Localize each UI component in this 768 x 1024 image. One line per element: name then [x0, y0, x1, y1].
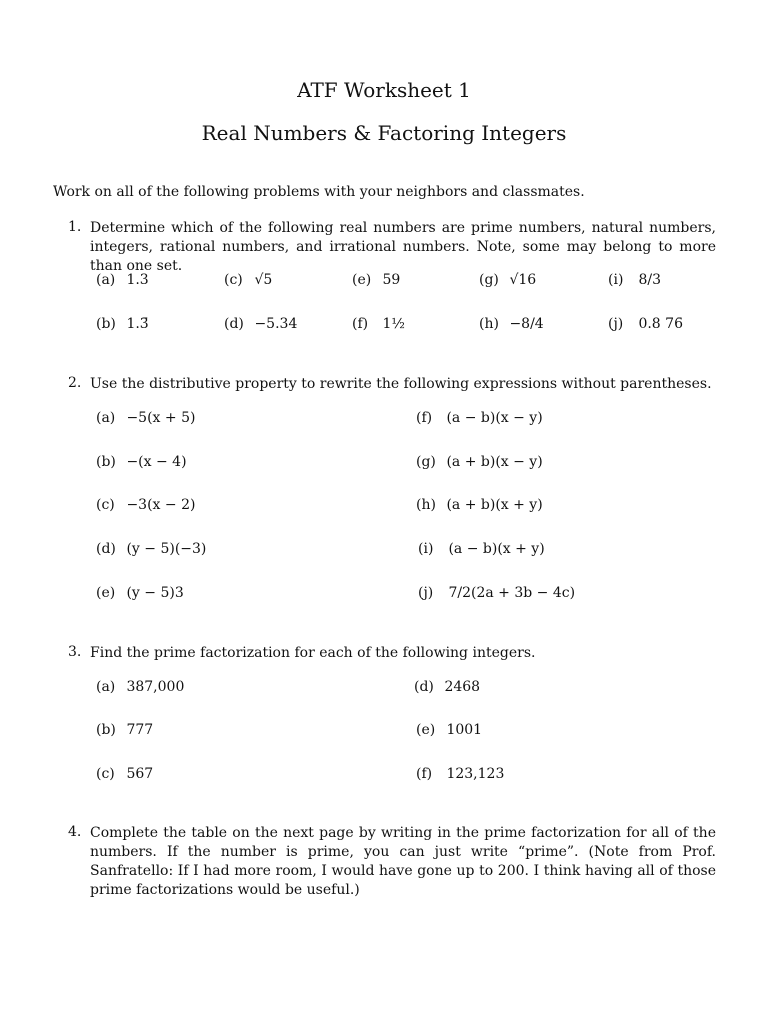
item-value: −3(x − 2) [126, 497, 196, 513]
item-label: (e) [352, 272, 372, 288]
p2-item-a [96, 410, 195, 426]
item-label: (b) [96, 316, 116, 332]
item-value: −5(x + 5) [126, 410, 196, 426]
p1-item-a [96, 272, 149, 288]
p2-item-b [96, 454, 187, 470]
item-value: (a − b)(x + y) [448, 541, 545, 557]
item-label: (c) [224, 272, 243, 288]
p1-item-i [608, 272, 661, 288]
item-value: 2468 [444, 679, 481, 695]
p3-item-d [414, 679, 480, 695]
p2-item-h [416, 497, 543, 513]
problem-2-number: 2. [68, 375, 82, 391]
item-label: (f) [352, 316, 369, 332]
problem-3-number: 3. [68, 644, 82, 660]
item-label: (e) [416, 722, 436, 738]
item-value: 123,123 [446, 766, 505, 782]
item-value: (a + b)(x + y) [446, 497, 543, 513]
item-label: (c) [96, 497, 115, 513]
item-value: (a − b)(x − y) [446, 410, 543, 426]
item-label: (h) [479, 316, 499, 332]
item-label: (a) [96, 410, 116, 426]
item-value: 59 [382, 272, 401, 288]
item-label: (f) [416, 410, 433, 426]
item-label: (j) [608, 316, 624, 332]
p2-item-f [416, 410, 543, 426]
p1-item-g [479, 272, 536, 288]
item-value: 7/2(2a + 3b − 4c) [448, 585, 576, 601]
p2-item-j [418, 585, 575, 601]
p1-item-h [479, 316, 544, 332]
problem-1-number: 1. [68, 219, 82, 235]
p2-item-d [96, 541, 206, 557]
p1-item-e [352, 272, 400, 288]
item-value: √5 [254, 272, 273, 288]
item-label: (d) [414, 679, 434, 695]
p2-item-c [96, 497, 195, 513]
problem-4-text: Complete the table on the next page by writing in the prime factorization for all of the numbers. If the number is prime, you can just write “prime”. (Note from Prof. Sanfratello: If I had more room, I would have gone up to 200. I think having all of those prime factorizations would be useful.) [90, 825, 716, 898]
p3-item-f [416, 766, 504, 782]
p1-item-c [224, 272, 272, 288]
item-label: (a) [96, 272, 116, 288]
item-value: 1.3̄ [126, 316, 149, 332]
item-label: (b) [96, 722, 116, 738]
item-value: 387,000 [126, 679, 185, 695]
item-value: 1.3 [126, 272, 149, 288]
item-value: −8/4 [509, 316, 544, 332]
item-value: √16 [509, 272, 537, 288]
p3-item-c [96, 766, 153, 782]
page-title: ATF Worksheet 1 [297, 78, 471, 102]
item-label: (i) [418, 541, 434, 557]
p2-item-e [96, 585, 184, 601]
item-label: (h) [416, 497, 436, 513]
item-label: (d) [96, 541, 116, 557]
item-value: −(x − 4) [126, 454, 187, 470]
p2-item-i [418, 541, 545, 557]
p2-item-g [416, 454, 543, 470]
p1-item-b [96, 316, 149, 332]
p3-item-a [96, 679, 184, 695]
p3-item-b [96, 722, 153, 738]
item-value: 567 [126, 766, 154, 782]
item-label: (i) [608, 272, 624, 288]
item-label: (e) [96, 585, 116, 601]
page-subtitle: Real Numbers & Factoring Integers [201, 121, 567, 145]
item-value: 777 [126, 722, 154, 738]
item-label: (j) [418, 585, 434, 601]
item-value: −5.34 [254, 316, 298, 332]
item-label: (a) [96, 679, 116, 695]
item-value: (y − 5)(−3) [126, 541, 207, 557]
item-label: (c) [96, 766, 115, 782]
p1-item-j [608, 316, 683, 332]
item-label: (f) [416, 766, 433, 782]
item-label: (b) [96, 454, 116, 470]
item-value: 1½ [382, 316, 405, 332]
item-label: (d) [224, 316, 244, 332]
item-value: (a + b)(x − y) [446, 454, 543, 470]
p1-item-f [352, 316, 405, 332]
item-label: (g) [416, 454, 436, 470]
problem-2-text: Use the distributive property to rewrite the following expressions without parentheses. [90, 376, 712, 392]
p1-item-d [224, 316, 297, 332]
problem-4-number: 4. [68, 824, 82, 840]
problem-1-text: Determine which of the following real numbers are prime numbers, natural numbers, integers, rational numbers, and irrational numbers. Note, some may belong to more than one set. [90, 220, 716, 274]
p3-item-e [416, 722, 482, 738]
intro-text: Work on all of the following problems with your neighbors and classmates. [53, 184, 585, 200]
item-label: (g) [479, 272, 499, 288]
item-value: 0.8 76̄ [638, 316, 683, 332]
item-value: 1001 [446, 722, 483, 738]
item-value: (y − 5)3 [126, 585, 184, 601]
item-value: 8/3 [638, 272, 661, 288]
problem-3-text: Find the prime factorization for each of the following integers. [90, 645, 536, 661]
